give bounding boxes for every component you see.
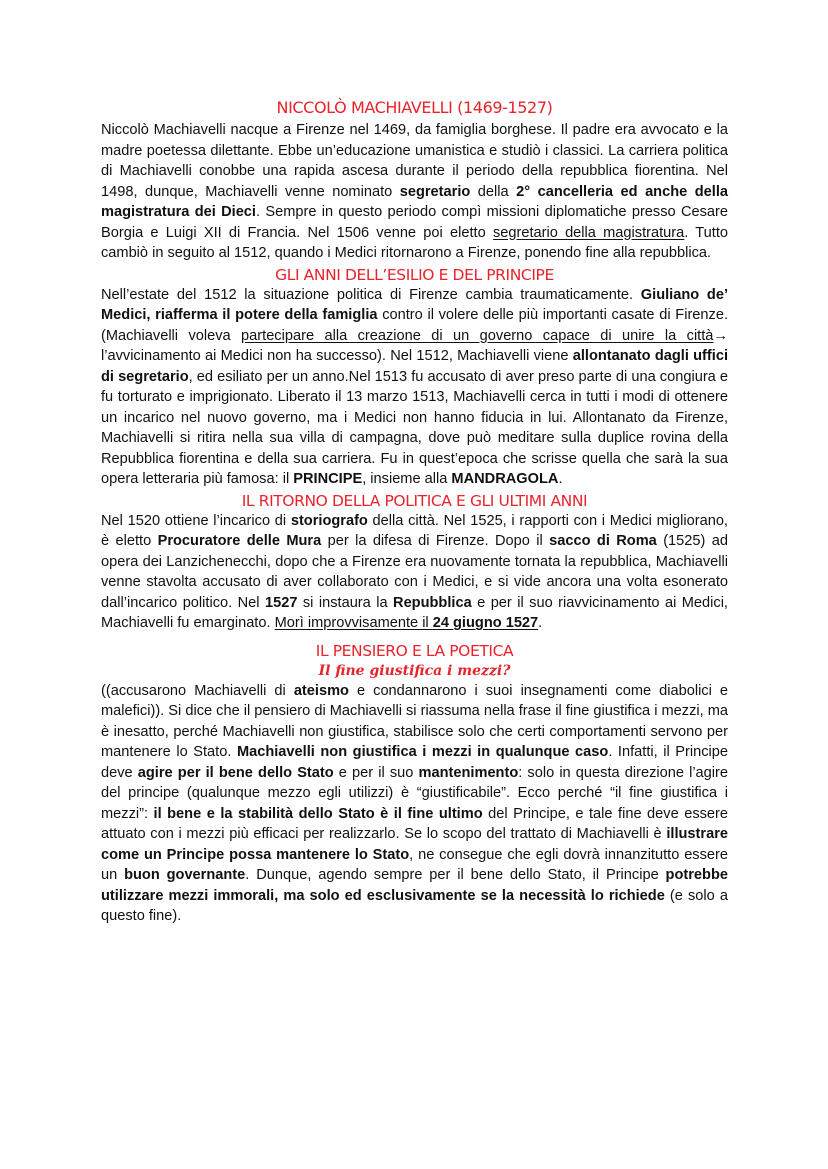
text-run: . Sempre in questo periodo compì missioni diplomatiche presso Cesare Borgia e Luigi XII di Francia. Nel 1506 venne poi eletto <box>101 204 728 241</box>
underlined-text: partecipare alla creazione di un governo capace di unire la città <box>241 327 714 344</box>
text-run: del Principe, e tale fine deve essere attuato con i mezzi più efficaci per realizzarlo. Se lo scopo del trattato di Machiavelli è <box>101 805 729 842</box>
text-run: Niccolò Machiavelli nacque a Firenze nel 1469, da famiglia borghese. Il padre era avvocato e la madre poetessa dilettante. Ebbe un’educazione umanistica e studiò i classici. La carriera politica di Machiavelli conobbe una rapida ascesa durante il periodo della repubblica fiorentina. Nel 1498, dunque, Machiavelli venne nominato <box>101 122 728 200</box>
text-run: (1525) ad opera dei Lanzichenecchi, dopo che a Firenze era nuovamente tornata la repubblica, Machiavelli venne stavolta accusato di aver collaborato con i Medici, e si vide ancora una volta esonerato dall’incarico politico. Nel <box>101 533 728 611</box>
section-subheading-thought: Il fine giustifica i mezzi? <box>318 662 511 679</box>
document-page <box>101 96 728 927</box>
text-run: ((accusarono Machiavelli di <box>101 682 294 699</box>
bold-text: illustrare come un Principe possa mantenere lo Stato <box>101 826 728 863</box>
text-run: e condannarono i suoi insegnamenti come diabolici e malefici)). Si dice che il pensiero di Machiavelli si riassuma nella frase il fine giustifica i mezzi, ma è inesatto, perché Machiavelli non giustifica, stabilisce solo che certi comportamenti servono per mantenere lo Stato. <box>101 682 728 760</box>
text-run: → l’avvicinamento ai Medici non ha successo). Nel 1512, Machiavelli viene <box>101 327 729 364</box>
bold-text: Repubblica <box>393 594 472 611</box>
bold-text: Machiavelli non giustifica i mezzi in qualunque caso <box>236 744 609 760</box>
text-run: Nell’estate del 1512 la situazione politica di Firenze cambia traumaticamente. <box>101 286 641 303</box>
underlined-text: segretario della magistratura <box>492 224 685 241</box>
bold-text: Procuratore delle Mura <box>157 533 322 549</box>
text-run: , ed esiliato per un anno.Nel 1513 fu accusato di aver preso parte di una congiura e fu torturato e imprigionato. Liberato il 13 marzo 1513, Machiavelli cerca in tutti i modi di ottenere un incarico nel nuovo governo, ma i Medici non hanno fiducia in lui. Allontanato da Firenze, Machiavelli si ritira nella sua villa di campagna, dove può meditare sulla duplice rovina della Repubblica fiorentina e della sua carriera. Fu in quest’epoca che scrisse quella che sarà la sua opera letteraria più famosa: il <box>101 368 729 487</box>
section-paragraph-thought <box>101 681 728 927</box>
text-run: si instaura la <box>297 594 394 611</box>
section-heading-exile: GLI ANNI DELL’ESILIO E DEL PRINCIPE <box>275 265 554 284</box>
section-paragraph-return <box>101 511 728 634</box>
text-run: . <box>538 615 543 631</box>
text-run: Nel 1520 ottiene l’incarico di <box>101 512 291 529</box>
text-run: : solo in questa direzione l’agire del principe (qualunque mezzo egli utilizzi) è “giustificabile”. Ecco perché “il fine giustifica i mezzi”: <box>101 764 729 822</box>
text-run: . Infatti, il Principe deve <box>101 744 728 781</box>
bold-text: segretario <box>399 183 471 200</box>
text-run: . Dunque, agendo sempre per il bene dello Stato, il Principe <box>245 867 666 883</box>
text-run: . <box>558 471 563 487</box>
section-heading-biography: NICCOLÒ MACHIAVELLI (1469-1527) <box>276 98 553 117</box>
text-run: della città. Nel 1525, i rapporti con i Medici migliorano, è eletto <box>101 512 728 549</box>
text-run: della <box>470 183 517 200</box>
text-run: e per il suo <box>333 764 419 781</box>
bold-text: agire per il bene dello Stato <box>137 764 334 781</box>
bold-text: 24 giugno 1527 <box>432 615 539 631</box>
bold-text: 2° cancelleria ed anche della magistratura dei Dieci <box>101 183 728 220</box>
text-run: per la difesa di Firenze. Dopo il <box>321 533 550 549</box>
bold-text: ateismo <box>293 682 349 699</box>
bold-text: il bene e la stabilità dello Stato è il fine ultimo <box>153 805 483 822</box>
text-run: contro il volere delle più importanti casate di Firenze. (Machiavelli voleva <box>101 307 729 344</box>
text-run: . Tutto cambiò in seguito al 1512, quando i Medici ritornarono a Firenze, ponendo fine alla repubblica. <box>101 224 728 261</box>
bold-text: storiografo <box>290 512 368 529</box>
section-paragraph-biography <box>101 120 728 264</box>
bold-text: mantenimento <box>418 764 519 781</box>
text-run: , insieme alla <box>362 471 452 487</box>
bold-text: Giuliano de’ Medici, riafferma il potere della famiglia <box>101 286 728 323</box>
bold-text: buon governante <box>124 867 246 883</box>
text-run: (e solo a questo fine). <box>101 887 728 924</box>
text-run: e per il suo riavvicinamento ai Medici, Machiavelli fu emarginato. <box>101 594 728 631</box>
bold-text: 1527 <box>264 594 298 611</box>
bold-text: allontanato dagli uffici di segretario <box>101 348 729 385</box>
text-run: , ne consegue che egli dovrà innanzitutto essere un <box>101 846 728 883</box>
section-heading-thought: IL PENSIERO E LA POETICA <box>315 641 514 660</box>
bold-text: sacco di Roma <box>549 533 657 549</box>
section-paragraph-exile <box>101 285 728 490</box>
section-heading-return: IL RITORNO DELLA POLITICA E GLI ULTIMI ANNI <box>241 491 588 510</box>
bold-text: MANDRAGOLA <box>451 471 559 487</box>
bold-text: PRINCIPE <box>293 471 363 487</box>
bold-text: potrebbe utilizzare mezzi immorali, ma solo ed esclusivamente se la necessità lo richiede <box>101 867 728 904</box>
underlined-text: Morì improvvisamente il <box>274 615 433 631</box>
